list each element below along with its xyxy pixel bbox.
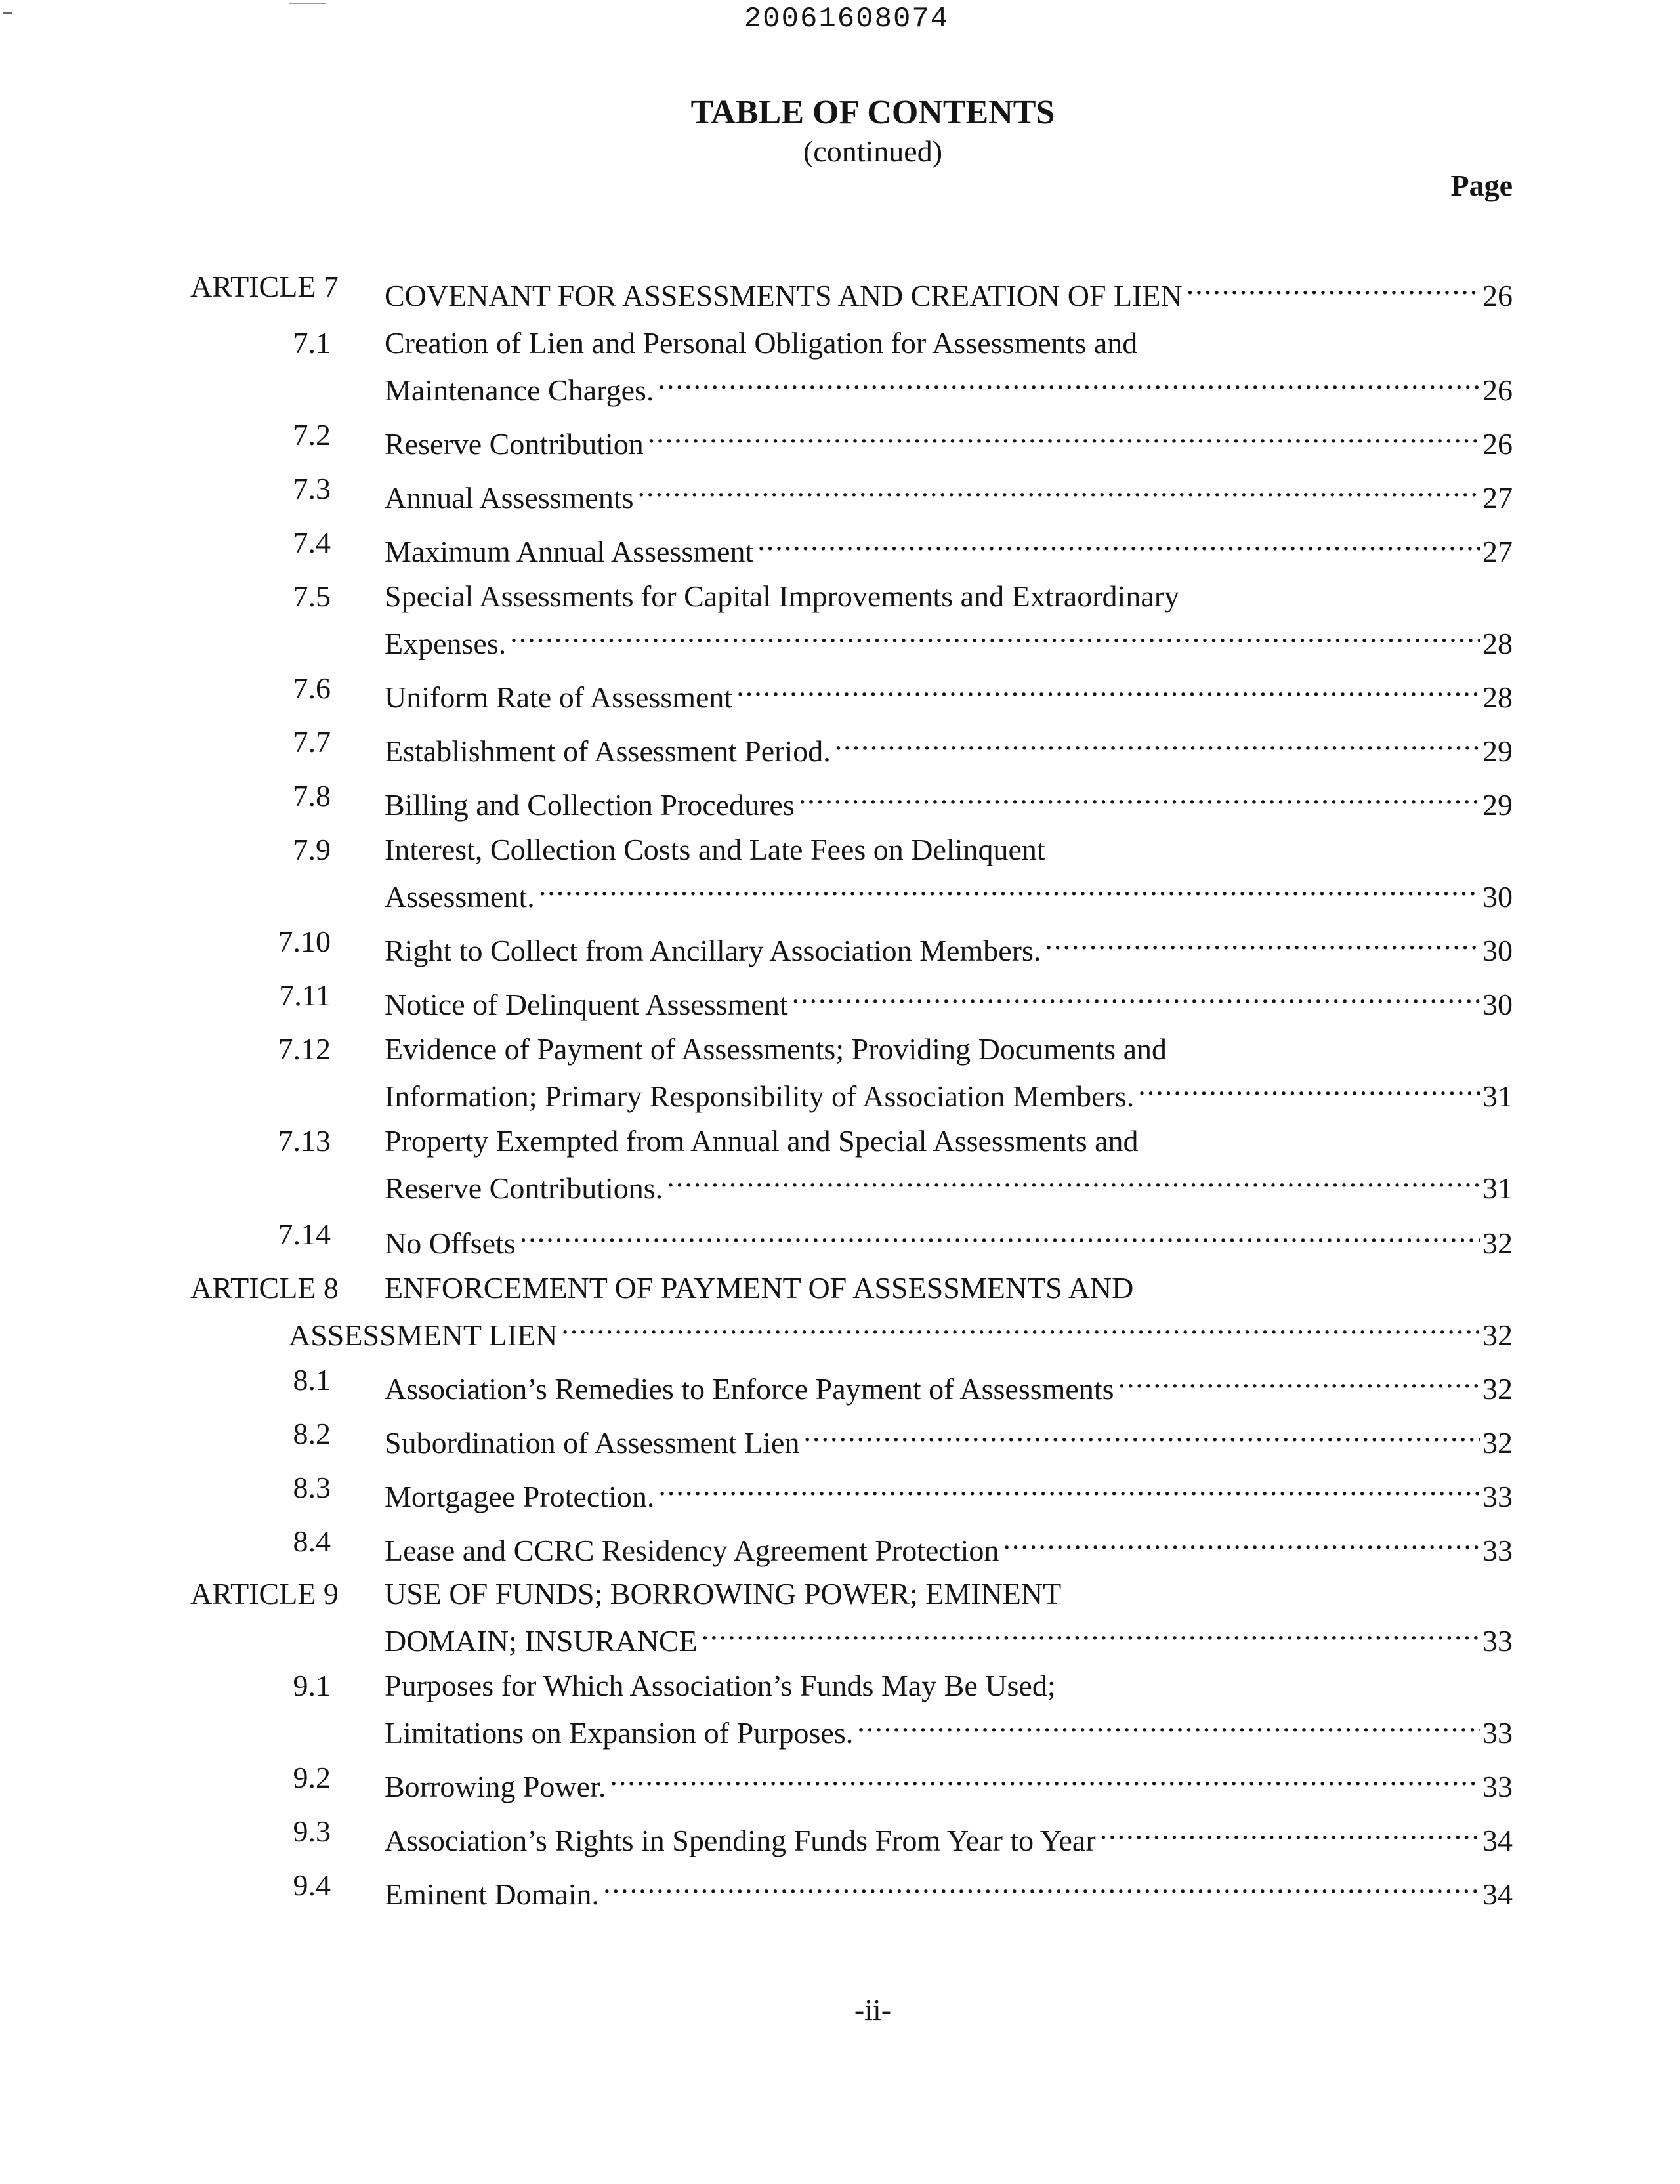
dot-leader	[648, 416, 1480, 454]
toc-entry-page: 28	[1482, 681, 1513, 714]
toc-entry-title	[385, 1866, 1513, 1911]
toc-entry-number: 8.2	[293, 1417, 331, 1450]
toc-entry-title-line: Billing and Collection Procedures	[385, 788, 795, 822]
toc-entry-number: 7.14	[278, 1217, 331, 1251]
toc-entry-title-line: Reserve Contribution	[385, 427, 644, 461]
toc-entry-title-line: Mortgagee Protection.	[385, 1480, 655, 1513]
toc-entry-page: 28	[1482, 627, 1513, 660]
toc-entry-page: 32	[1482, 1227, 1513, 1260]
toc-entry-page: 26	[1482, 427, 1513, 461]
toc-entry-number: 8.1	[293, 1363, 331, 1396]
toc-entry-title-line: ENFORCEMENT OF PAYMENT OF ASSESSMENTS AND	[385, 1271, 1134, 1305]
toc-entry-title-line: Association’s Remedies to Enforce Payment of Assessments	[385, 1372, 1114, 1406]
page-number: -ii-	[854, 1993, 892, 2026]
toc-entry-title-line: COVENANT FOR ASSESSMENTS AND CREATION OF LIEN	[385, 279, 1183, 312]
toc-entry-title	[385, 1522, 1513, 1567]
dot-leader	[561, 1307, 1480, 1345]
toc-entry-title	[385, 831, 1513, 914]
toc-entry-title	[385, 1469, 1513, 1513]
toc-entry-number: 7.1	[293, 326, 331, 360]
dot-leader	[603, 1866, 1480, 1904]
toc-entry-title-line: Borrowing Power.	[385, 1770, 606, 1803]
dot-leader	[835, 723, 1480, 761]
dot-leader	[736, 669, 1480, 707]
dot-leader	[1045, 923, 1480, 961]
toc-entry-number: 9.4	[293, 1868, 331, 1902]
page-column-label: Page	[1450, 169, 1513, 202]
document-number: 20061608074	[744, 3, 950, 35]
toc-entry-page: 31	[1482, 1171, 1513, 1205]
toc-entry-number: 7.12	[278, 1032, 331, 1066]
dot-leader	[799, 777, 1480, 815]
dot-leader	[638, 470, 1480, 508]
dot-leader	[857, 1705, 1480, 1743]
toc-entry-number: 7.7	[293, 725, 331, 759]
toc-entry-title-line: ASSESSMENT LIEN	[289, 1318, 558, 1352]
toc-entry-page: 26	[1482, 373, 1513, 407]
toc-entry-title	[385, 416, 1513, 461]
toc-entry-page: 30	[1482, 934, 1513, 967]
toc-entry-number: 8.3	[293, 1471, 331, 1504]
toc-entry-page: 32	[1482, 1318, 1513, 1352]
toc-entry-title-line: Subordination of Assessment Lien	[385, 1426, 800, 1460]
toc-entry-title	[385, 1667, 1513, 1750]
dot-leader	[702, 1613, 1480, 1651]
toc-entry-title-line: Establishment of Assessment Period.	[385, 734, 831, 768]
toc-entry-title-line: Right to Collect from Ancillary Association Members.	[385, 934, 1041, 967]
toc-entry-title-line: Lease and CCRC Residency Agreement Protection	[385, 1534, 999, 1567]
toc-entry-title-line: Reserve Contributions.	[385, 1171, 663, 1205]
toc-entry-title-line: Special Assessments for Capital Improvements and Extraordinary	[385, 579, 1180, 613]
toc-entry-title-line: Uniform Rate of Assessment	[385, 681, 733, 714]
toc-entry-title-line: Eminent Domain.	[385, 1878, 600, 1911]
toc-entry-title-line: USE OF FUNDS; BORROWING POWER; EMINENT	[385, 1577, 1062, 1610]
toc-entry-title-line: Expenses.	[385, 627, 507, 660]
toc-entry-number: 7.5	[293, 579, 331, 613]
dot-leader	[610, 1759, 1480, 1797]
toc-entry-title	[385, 1122, 1513, 1205]
toc-entry-number: 7.4	[293, 526, 331, 559]
toc-entry-page: 30	[1482, 988, 1513, 1021]
toc-entry-number: 7.6	[293, 671, 331, 705]
toc-entry-title	[385, 723, 1513, 768]
toc-entry-number: 7.13	[278, 1124, 331, 1158]
toc-entry-title	[385, 1030, 1513, 1113]
toc-entry-number: 7.9	[293, 833, 331, 866]
toc-entry-title-line: Evidence of Payment of Assessments; Providing Documents and	[385, 1032, 1167, 1066]
toc-entry-title	[385, 777, 1513, 822]
toc-entry-number: 9.3	[293, 1815, 331, 1848]
toc-entry-title	[385, 470, 1513, 514]
toc-entry-title-line: Limitations on Expansion of Purposes.	[385, 1716, 854, 1750]
toc-entry-number: ARTICLE 9	[190, 1577, 339, 1610]
dot-leader	[1186, 268, 1480, 306]
toc-entry-number: 9.2	[293, 1761, 331, 1794]
toc-entry-title-line: DOMAIN; INSURANCE	[385, 1624, 698, 1658]
toc-entry-number: 7.11	[279, 978, 331, 1012]
toc-entry-page: 26	[1482, 279, 1513, 312]
toc-entry-page: 29	[1482, 788, 1513, 822]
toc-entry-number: ARTICLE 7	[190, 270, 339, 303]
toc-entry-page: 33	[1482, 1770, 1513, 1803]
toc-entry-title-line: Property Exempted from Annual and Special Assessments and	[385, 1124, 1139, 1158]
toc-entry-page: 32	[1482, 1426, 1513, 1460]
toc-entry-page: 34	[1482, 1878, 1513, 1911]
toc-entry-page: 33	[1482, 1534, 1513, 1567]
toc-entry-title-line: Information; Primary Responsibility of Association Members.	[385, 1080, 1135, 1113]
dot-leader	[1138, 1068, 1480, 1106]
toc-entry-page: 32	[1482, 1372, 1513, 1406]
toc-entry-title-line: Maintenance Charges.	[385, 373, 654, 407]
toc-entry-page: 34	[1482, 1824, 1513, 1857]
dot-leader	[510, 616, 1480, 654]
toc-entry-title	[385, 1215, 1513, 1260]
toc-entry-title-line: Maximum Annual Assessment	[385, 535, 754, 568]
toc-entry-title	[385, 268, 1513, 312]
dot-leader	[1118, 1361, 1480, 1399]
toc-entry-title-line: Purposes for Which Association’s Funds May Be Used;	[385, 1669, 1056, 1702]
toc-entry-page: 27	[1482, 535, 1513, 568]
dot-leader	[658, 1469, 1480, 1507]
toc-entry-page: 27	[1482, 481, 1513, 514]
toc-entry-title-line: Association’s Rights in Spending Funds From Year to Year	[385, 1824, 1096, 1857]
toc-entry-title	[385, 1813, 1513, 1857]
toc-entry-title	[385, 1759, 1513, 1803]
toc-entry-number: 9.1	[293, 1669, 331, 1702]
toc-entry-title-line: Creation of Lien and Personal Obligation for Assessments and	[385, 326, 1138, 360]
page-title: TABLE OF CONTENTS	[690, 94, 1055, 131]
toc-entry-page: 30	[1482, 880, 1513, 914]
toc-entry-number: ARTICLE 8	[190, 1271, 339, 1305]
dot-leader	[520, 1215, 1480, 1253]
toc-entry-title	[385, 1361, 1513, 1406]
toc-entry-number: 8.4	[293, 1524, 331, 1558]
dot-leader	[539, 869, 1480, 907]
dot-leader	[792, 976, 1480, 1015]
toc-entry-title	[385, 578, 1513, 660]
page-subtitle: (continued)	[803, 135, 943, 168]
toc-entry-page: 33	[1482, 1624, 1513, 1658]
dot-leader	[658, 362, 1480, 400]
toc-entry-number: 7.3	[293, 472, 331, 505]
dot-leader	[667, 1160, 1480, 1198]
toc-entry-number: 7.10	[278, 925, 331, 958]
toc-entry-title	[385, 923, 1513, 967]
toc-entry-title	[385, 524, 1513, 568]
toc-entry-page: 33	[1482, 1716, 1513, 1750]
toc-entry-title	[385, 1415, 1513, 1460]
dot-leader	[1003, 1522, 1480, 1561]
toc-entry-title-line: No Offsets	[385, 1227, 516, 1260]
toc-entry-page: 33	[1482, 1480, 1513, 1513]
toc-entry-title	[385, 1575, 1513, 1658]
toc-entry-title-line: Notice of Delinquent Assessment	[385, 988, 788, 1021]
toc-entry-title	[385, 324, 1513, 407]
toc-entry-title	[385, 669, 1513, 714]
toc-entry-page: 29	[1482, 734, 1513, 768]
toc-entry-page: 31	[1482, 1080, 1513, 1113]
toc-entry-title-line: Interest, Collection Costs and Late Fees on Delinquent	[385, 833, 1045, 866]
dot-leader	[1100, 1813, 1480, 1851]
dot-leader	[757, 524, 1480, 562]
toc-entry-number: 7.2	[293, 418, 331, 452]
toc-entry-title-line: Assessment.	[385, 880, 535, 914]
toc-entry-title-line: Annual Assessments	[385, 481, 634, 514]
toc-entry-title	[289, 1269, 1513, 1352]
toc-entry-title	[385, 976, 1513, 1021]
dot-leader	[803, 1415, 1480, 1453]
toc-entry-number: 7.8	[293, 779, 331, 812]
